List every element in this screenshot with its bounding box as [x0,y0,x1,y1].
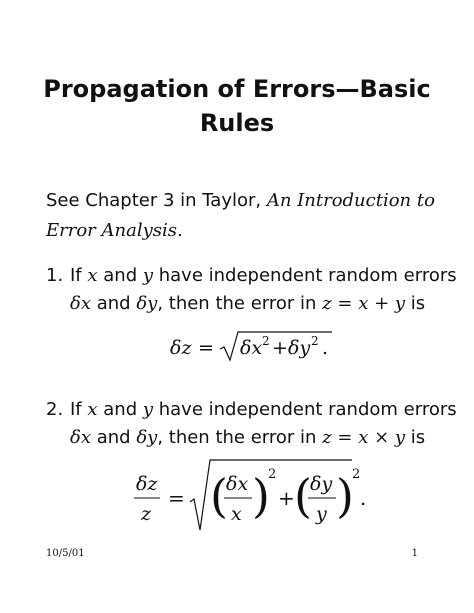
footer-page-number: 1 [411,548,418,559]
title-line-2: Rules [199,109,275,137]
page-title [0,72,474,140]
svg-text:.: . [360,486,367,510]
rule-item-2 [46,396,456,452]
svg-text:δz: δz [136,473,158,495]
item-number: 1. [46,265,64,286]
svg-text:δx: δx [226,473,249,495]
item-1-text-line-1: If x and y have independent random errors [70,265,457,286]
equation-product-rule-graphic [130,458,370,538]
intro-paragraph [46,186,446,246]
book-title-part-2: Error Analysis. [46,220,183,241]
intro-prefix: See Chapter 3 in Taylor, [46,190,267,211]
equation-sum-rule [170,330,340,371]
svg-text:2: 2 [311,334,319,348]
svg-text:): ) [336,469,354,523]
svg-text:): ) [252,469,270,523]
svg-text:δx: δx [240,337,263,359]
footer-date: 10/5/01 [46,548,85,559]
svg-text:=: = [198,337,214,359]
svg-text:2: 2 [268,467,277,482]
svg-text:=: = [168,486,185,510]
rule-item-1 [46,262,456,318]
item-2-text-line-2: δx and δy, then the error in z = x × y is [70,427,426,448]
item-1-text-line-2: δx and δy, then the error in z = x + y is [70,293,426,314]
svg-text:+: + [278,486,295,510]
svg-text:δy: δy [288,337,311,359]
svg-text:y: y [316,503,327,525]
svg-text:x: x [231,503,242,525]
item-2-text-line-1: If x and y have independent random errors [70,399,457,420]
equation-product-rule [130,458,370,538]
svg-text:+: + [272,337,288,359]
svg-text:δz: δz [170,337,192,359]
book-title-part-1: An Introduction to [266,190,435,211]
svg-text:z: z [141,503,152,525]
svg-text:(: ( [294,469,312,523]
svg-text:.: . [322,337,329,359]
svg-text:δy: δy [310,473,333,495]
svg-text:2: 2 [352,467,361,482]
svg-text:(: ( [210,469,228,523]
svg-text:2: 2 [262,334,270,348]
title-line-1: Propagation of Errors—Basic [43,75,431,103]
item-number: 2. [46,399,64,420]
equation-sum-rule-graphic [170,330,340,366]
